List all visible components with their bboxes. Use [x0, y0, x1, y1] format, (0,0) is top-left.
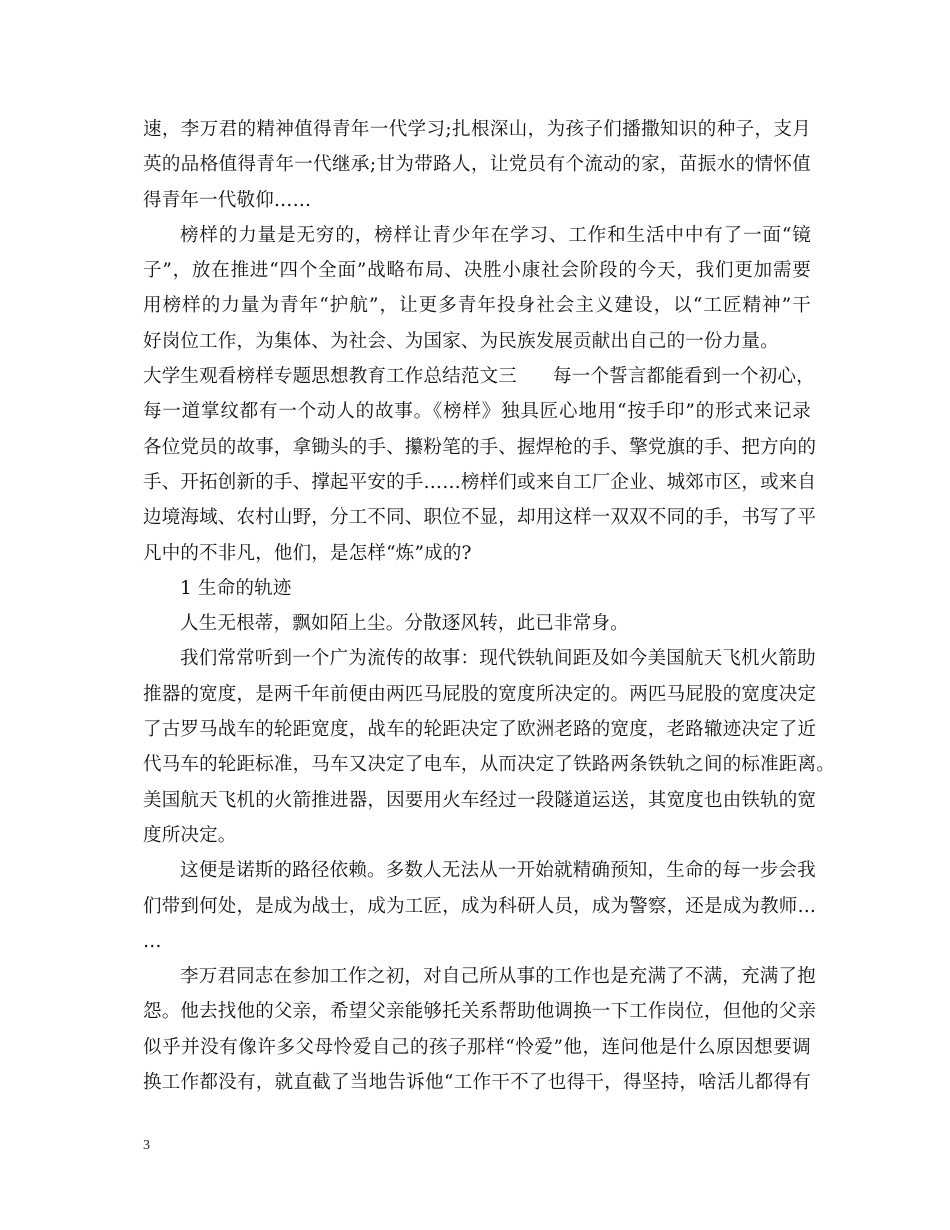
text-line: 美国航天飞机的火箭推进器，因要用火车经过一段隧道运送，其宽度也由铁轨的宽: [143, 789, 817, 811]
text-line: 换工作都没有，就直截了当地告诉他“工作干不了也得干，得坚持，啥活儿都得有: [143, 1072, 811, 1094]
text-line: 边境海域、农村山野，分工不同、职位不显，却用这样一双双不同的手，书写了平: [143, 507, 817, 529]
text-line: 用榜样的力量为青年“护航”，让更多青年投身社会主义建设，以“工匠精神”干: [143, 295, 811, 317]
section-heading-line: [143, 359, 815, 394]
text-line: 手、开拓创新的手、撑起平安的手……榜样们或来自工厂企业、城郊市区，或来自: [143, 471, 817, 493]
text-line: 李万君同志在参加工作之初，对自己所从事的工作也是充满了不满，充满了抱: [180, 966, 816, 988]
text-line: 每一个誓言都能看到一个初心，: [553, 366, 815, 388]
text-line: 英的品格值得青年一代继承;甘为带路人，让党员有个流动的家，苗振水的情怀值: [143, 154, 811, 176]
text-line: 度所决定。: [143, 824, 237, 846]
text-line: 各位党员的故事，拿锄头的手、攥粉笔的手、握焊枪的手、擎党旗的手、把方向的: [143, 436, 817, 458]
text-line: 这便是诺斯的路径依赖。多数人无法从一开始就精确预知，生命的每一步会我: [180, 860, 816, 882]
section-heading: 大学生观看榜样专题思想教育工作总结范文三: [143, 366, 518, 388]
text-line: 代马车的轮距标准，马车又决定了电车，从而决定了铁路两条铁轨之间的标准距离。: [143, 754, 835, 776]
text-line: 们带到何处，是成为战士，成为工匠，成为科研人员，成为警察，还是成为教师…: [143, 895, 817, 917]
document-body: [143, 112, 835, 1100]
text-line: 我们常常听到一个广为流传的故事：现代铁轨间距及如今美国航天飞机火箭助: [180, 648, 816, 670]
text-line: 每一道掌纹都有一个动人的故事。《榜样》独具匠心地用“按手印”的形式来记录: [143, 401, 811, 423]
poem-line: 人生无根蒂，飘如陌上尘。分散逐风转，此已非常身。: [180, 613, 629, 635]
text-line: 得青年一代敬仰……: [143, 189, 312, 211]
text-line: …: [143, 930, 162, 952]
text-line: 凡中的不非凡，他们，是怎样“炼”成的?: [143, 542, 472, 564]
subheading: 1 生命的轨迹: [180, 577, 292, 599]
text-line: 似乎并没有像许多父母怜爱自己的孩子那样“怜爱”他，连问他是什么原因想要调: [143, 1036, 811, 1058]
text-line: 榜样的力量是无穷的，榜样让青少年在学习、工作和生活中中有了一面“镜: [180, 224, 811, 246]
text-line: 子”，放在推进“四个全面”战略布局、决胜小康社会阶段的今天，我们更加需要: [143, 260, 811, 282]
text-line: 推器的宽度，是两千年前便由两匹马屁股的宽度所决定的。两匹马屁股的宽度决定: [143, 683, 817, 705]
text-line: 好岗位工作，为集体、为社会、为国家、为民族发展贡献出自己的一份力量。: [143, 330, 779, 352]
page-number: 3: [143, 1138, 150, 1153]
text-line: 速，李万君的精神值得青年一代学习;扎根深山，为孩子们播撒知识的种子，支月: [143, 119, 811, 140]
text-line: 了古罗马战车的轮距宽度，战车的轮距决定了欧洲老路的宽度，老路辙迹决定了近: [143, 719, 817, 741]
text-line: 怨。他去找他的父亲，希望父亲能够托关系帮助他调换一下工作岗位，但他的父亲: [143, 1001, 817, 1023]
